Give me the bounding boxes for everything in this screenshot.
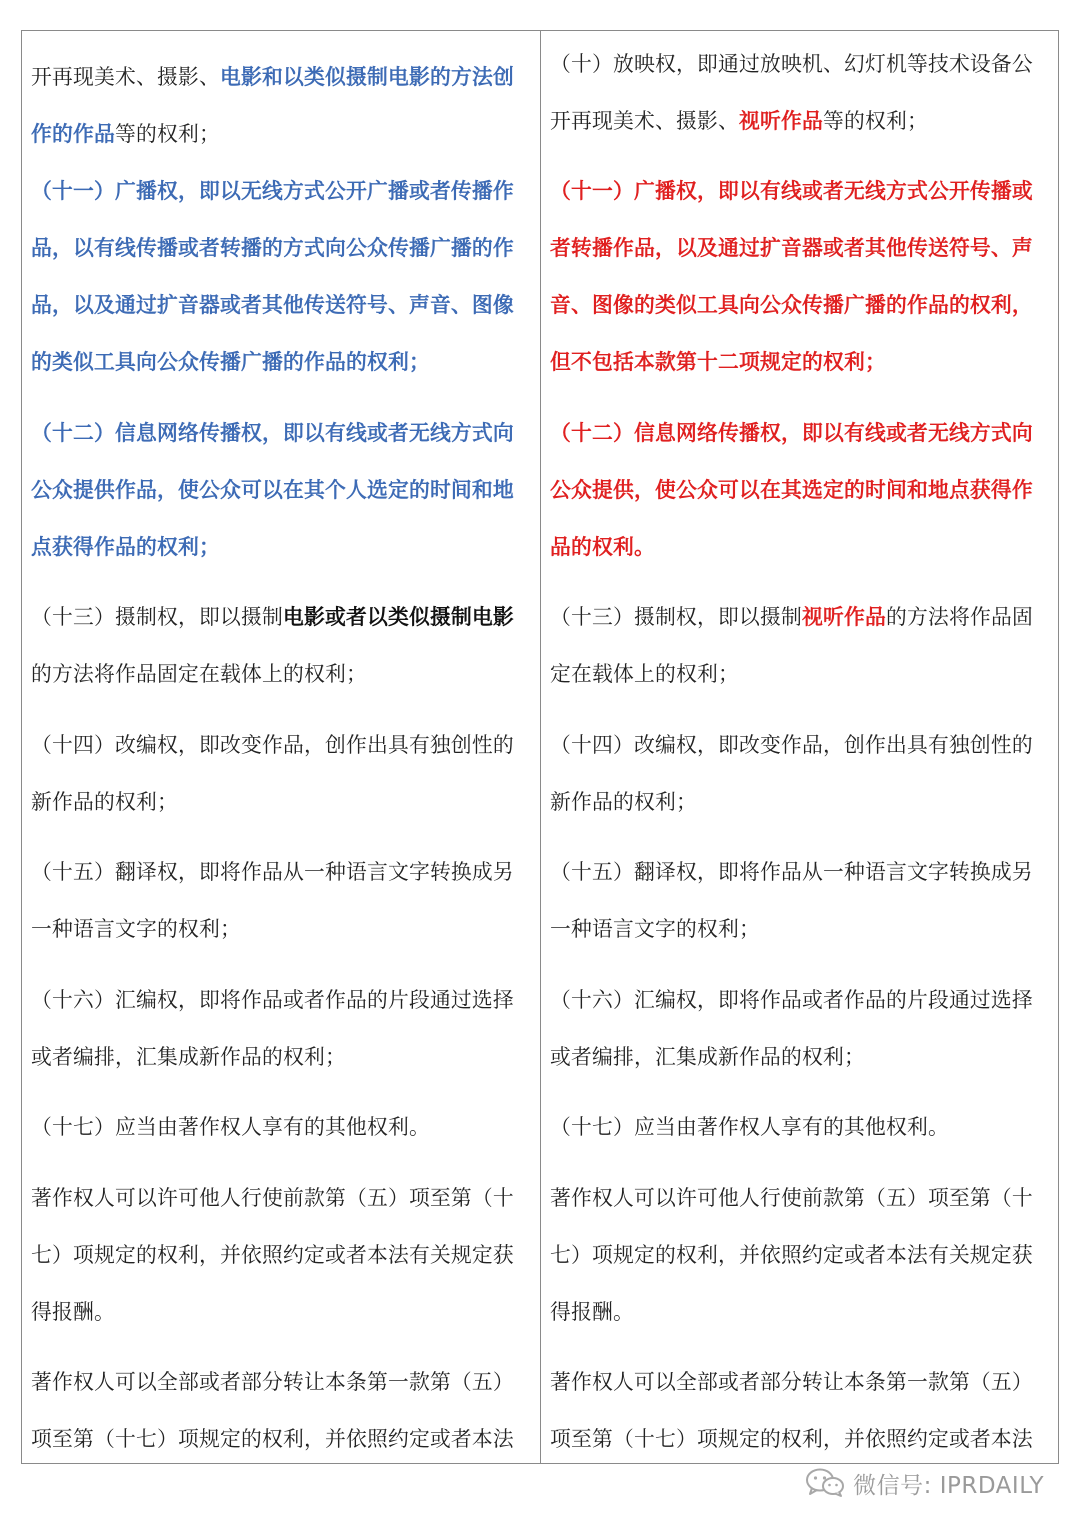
left-p0-highlight: 电影和以类似摄制电影的方法创作的作品: [31, 65, 514, 146]
right-paragraph-12: （十二）信息网络传播权，即以有线或者无线方式向公众提供，使公众可以在其选定的时间和地点获得作品的权利。: [550, 421, 1033, 559]
left-paragraph-14: （十四）改编权，即改变作品，创作出具有独创性的新作品的权利；: [31, 733, 514, 814]
left-p0-plain: 开再现美术、摄影、: [31, 65, 220, 89]
right-p3-plain: （十三）摄制权，即以摄制: [550, 605, 802, 629]
left-paragraph-transfer: 著作权人可以全部或者部分转让本条第一款第（五）项至第（十七）项规定的权利，并依照约定或者本法: [31, 1370, 514, 1451]
right-p0-tail: 等的权利；: [822, 109, 928, 133]
right-paragraph-16: （十六）汇编权，即将作品或者作品的片段通过选择或者编排，汇集成新作品的权利；: [550, 988, 1033, 1069]
right-paragraph-13: [550, 589, 1050, 703]
right-paragraph-transfer: 著作权人可以全部或者部分转让本条第一款第（五）项至第（十七）项规定的权利，并依照约定或者本法: [550, 1370, 1033, 1451]
left-paragraph-10-cont: [31, 49, 532, 163]
right-paragraph-license: 著作权人可以许可他人行使前款第（五）项至第（十七）项规定的权利，并依照约定或者本法有关规定获得报酬。: [550, 1186, 1033, 1324]
left-column-old-text: [22, 31, 541, 1463]
left-paragraph-11: （十一）广播权，即以无线方式公开广播或者传播作品，以有线传播或者转播的方式向公众传播广播的作品，以及通过扩音器或者其他传送符号、声音、图像的类似工具向公众传播广播的作品的权利；: [31, 179, 514, 374]
left-p3-highlight: 电影或者以类似摄制电影: [282, 605, 514, 629]
right-paragraph-17: （十七）应当由著作权人享有的其他权利。: [550, 1115, 949, 1139]
left-paragraph-12: （十二）信息网络传播权，即以有线或者无线方式向公众提供作品，使公众可以在其个人选定的时间和地点获得作品的权利；: [31, 421, 514, 559]
left-paragraph-13: [31, 589, 532, 703]
wechat-watermark: [805, 1468, 1044, 1498]
right-p0-plain: （十）放映权，即通过放映机、幻灯机等技术设备公开再现美术、摄影、: [550, 52, 1033, 133]
left-paragraph-16: （十六）汇编权，即将作品或者作品的片段通过选择或者编排，汇集成新作品的权利；: [31, 988, 514, 1069]
left-paragraph-17: （十七）应当由著作权人享有的其他权利。: [31, 1115, 430, 1139]
right-p0-highlight: 视听作品: [738, 109, 823, 133]
left-paragraph-license: 著作权人可以许可他人行使前款第（五）项至第（十七）项规定的权利，并依照约定或者本法有关规定获得报酬。: [31, 1186, 514, 1324]
right-paragraph-11: （十一）广播权，即以有线或者无线方式公开传播或者转播作品，以及通过扩音器或者其他传送符号、声音、图像的类似工具向公众传播广播的作品的权利，但不包括本款第十二项规定的权利；: [550, 179, 1033, 374]
right-column-new-text: [541, 31, 1058, 1463]
wechat-icon: [805, 1468, 845, 1498]
right-paragraph-10: [550, 36, 1050, 150]
right-p3-highlight: 视听作品: [801, 605, 886, 629]
right-paragraph-14: （十四）改编权，即改变作品，创作出具有独创性的新作品的权利；: [550, 733, 1033, 814]
watermark-text: 微信号: IPRDAILY: [853, 1472, 1044, 1499]
left-paragraph-15: （十五）翻译权，即将作品从一种语言文字转换成另一种语言文字的权利；: [31, 860, 514, 941]
comparison-table: [21, 30, 1059, 1464]
left-p3-plain: （十三）摄制权，即以摄制: [31, 605, 283, 629]
right-p3-tail: 的方法将作品固定在载体上的权利；: [550, 605, 1033, 686]
right-paragraph-15: （十五）翻译权，即将作品从一种语言文字转换成另一种语言文字的权利；: [550, 860, 1033, 941]
left-p0-tail: 等的权利；: [115, 122, 220, 146]
left-p3-tail: 的方法将作品固定在载体上的权利；: [31, 662, 367, 686]
